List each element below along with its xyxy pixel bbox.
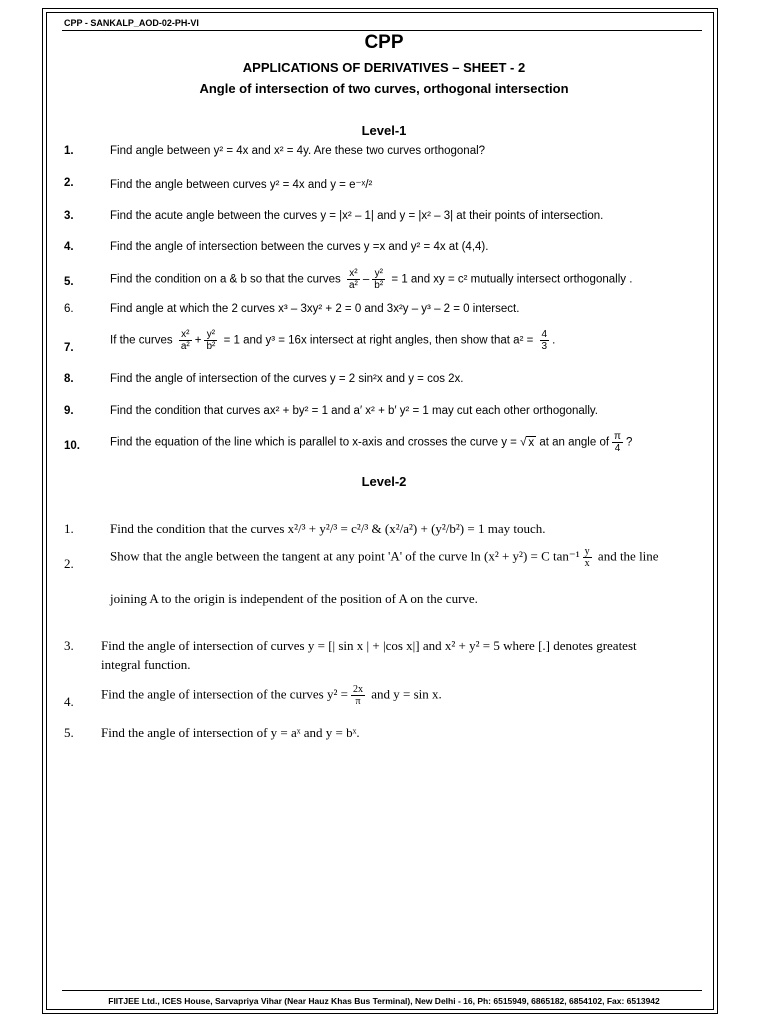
fraction-4-3: $\frac{4}{3}$ [541, 329, 548, 352]
footer-address: FIITJEE Ltd., ICES House, Sarvapriya Vihar (Near Hauz Khas Bus Terminal), New Delhi - 16, Ph: 6515949, 6865182, 6854102, Fax: 6513942 [108, 996, 660, 1006]
question-number: 4. [64, 694, 74, 709]
question-text: Find the acute angle between the curves y = |x² – 1| and y = |x² – 3| at their points of intersection. [110, 210, 604, 222]
question-text-cont: = 1 and xy = c² mutually intersect orthogonally . [391, 273, 633, 286]
question-text-cont: and y = sin x. [371, 686, 442, 702]
topic-title: Angle of intersection of two curves, orthogonal intersection [199, 81, 569, 96]
level2-heading: Level-2 [361, 474, 407, 489]
question-number: 9. [64, 405, 74, 417]
question-text: Find the angle of intersection of curves y = [| sin x | + |cos x|] and x² + y² = 5 where [.] denotes greatest [101, 638, 637, 653]
level1-heading: Level-1 [361, 123, 407, 138]
question-number: 4. [64, 241, 74, 253]
header-rule [62, 30, 702, 31]
question-number: 2. [64, 556, 74, 571]
header-code: CPP - SANKALP_AOD-02-PH-VI [64, 18, 199, 28]
question-number: 1. [64, 145, 74, 157]
question-text: Show that the angle between the tangent at any point 'A' of the curve ln (x² + y²) = C tan⁻¹ [110, 548, 580, 564]
question-text: Find the angle between curves y² = 4x and y = e⁻ˣ/² [110, 179, 373, 191]
question-text-line2: integral function. [101, 657, 191, 672]
fraction-x2-a2: $\frac{\text{x²}}{\text{a²}}$ [348, 268, 358, 291]
question-number: 1. [64, 521, 74, 536]
question-text: Find the condition that the curves x²/³ + y²/³ = c²/³ & (x²/a²) + (y²/b²) = 1 may touch. [110, 521, 546, 536]
page-border-inner [46, 12, 714, 1010]
question-text: Find angle at which the 2 curves x³ – 3xy² + 2 = 0 and 3x²y – y³ – 2 = 0 intersect. [110, 303, 520, 315]
fraction-y2-b2: $\frac{\text{y²}}{\text{b²}}$ [206, 329, 216, 352]
fraction-y2-b2: $\frac{\text{y²}}{\text{b²}}$ [374, 268, 384, 291]
question-text-cont: at an angle of [539, 436, 610, 449]
question-text: Find the equation of the line which is parallel to x-axis and crosses the curve y = [110, 436, 517, 449]
question-text-line2: joining A to the origin is independent of the position of A on the curve. [110, 591, 478, 606]
question-text: Find the angle of intersection of y = aˣ and y = bˣ. [101, 725, 360, 740]
question-number: 3. [64, 638, 74, 653]
question-text: Find the angle of intersection of the curves y = 2 sin²x and y = cos 2x. [110, 373, 464, 385]
question-number: 5. [64, 276, 74, 288]
question-number: 3. [64, 210, 74, 222]
fraction-x2-a2: $\frac{\text{x²}}{\text{a²}}$ [180, 329, 190, 352]
question-number: 2. [64, 177, 74, 189]
fraction-pi-4: $\frac{\pi}{4}$ [614, 431, 621, 454]
question-text: Find the condition that curves ax² + by² = 1 and a′ x² + b′ y² = 1 may cut each other orthogonally. [110, 405, 599, 417]
question-number: 10. [64, 440, 80, 452]
question-number: 7. [64, 342, 74, 354]
question-text: Find angle between y² = 4x and x² = 4y. Are these two curves orthogonal? [110, 145, 486, 157]
fraction-y-x: $\frac{y}{x}$ [584, 546, 590, 569]
question-text-cont: and the line [597, 548, 659, 564]
question-text: Find the condition on a & b so that the curves [110, 273, 341, 286]
footer-rule [62, 990, 702, 991]
question-text: Find the angle of intersection between the curves y =x and y² = 4x at (4,4). [110, 241, 489, 253]
question-number: 8. [64, 373, 74, 385]
sheet-title: APPLICATIONS OF DERIVATIVES – SHEET - 2 [242, 60, 526, 75]
sqrt-x: x [528, 436, 535, 449]
question-text-cont: = 1 and y³ = 16x intersect at right angles, then show that a² = [223, 334, 534, 347]
page-title: CPP [364, 32, 404, 53]
question-number: 6. [64, 303, 74, 315]
question-text: If the curves [110, 334, 173, 347]
question-text: Find the angle of intersection of the curves y² = [101, 686, 348, 702]
fraction-2x-pi: $\frac{2x}{\pi}$ [352, 684, 363, 707]
question-number: 5. [64, 725, 74, 740]
